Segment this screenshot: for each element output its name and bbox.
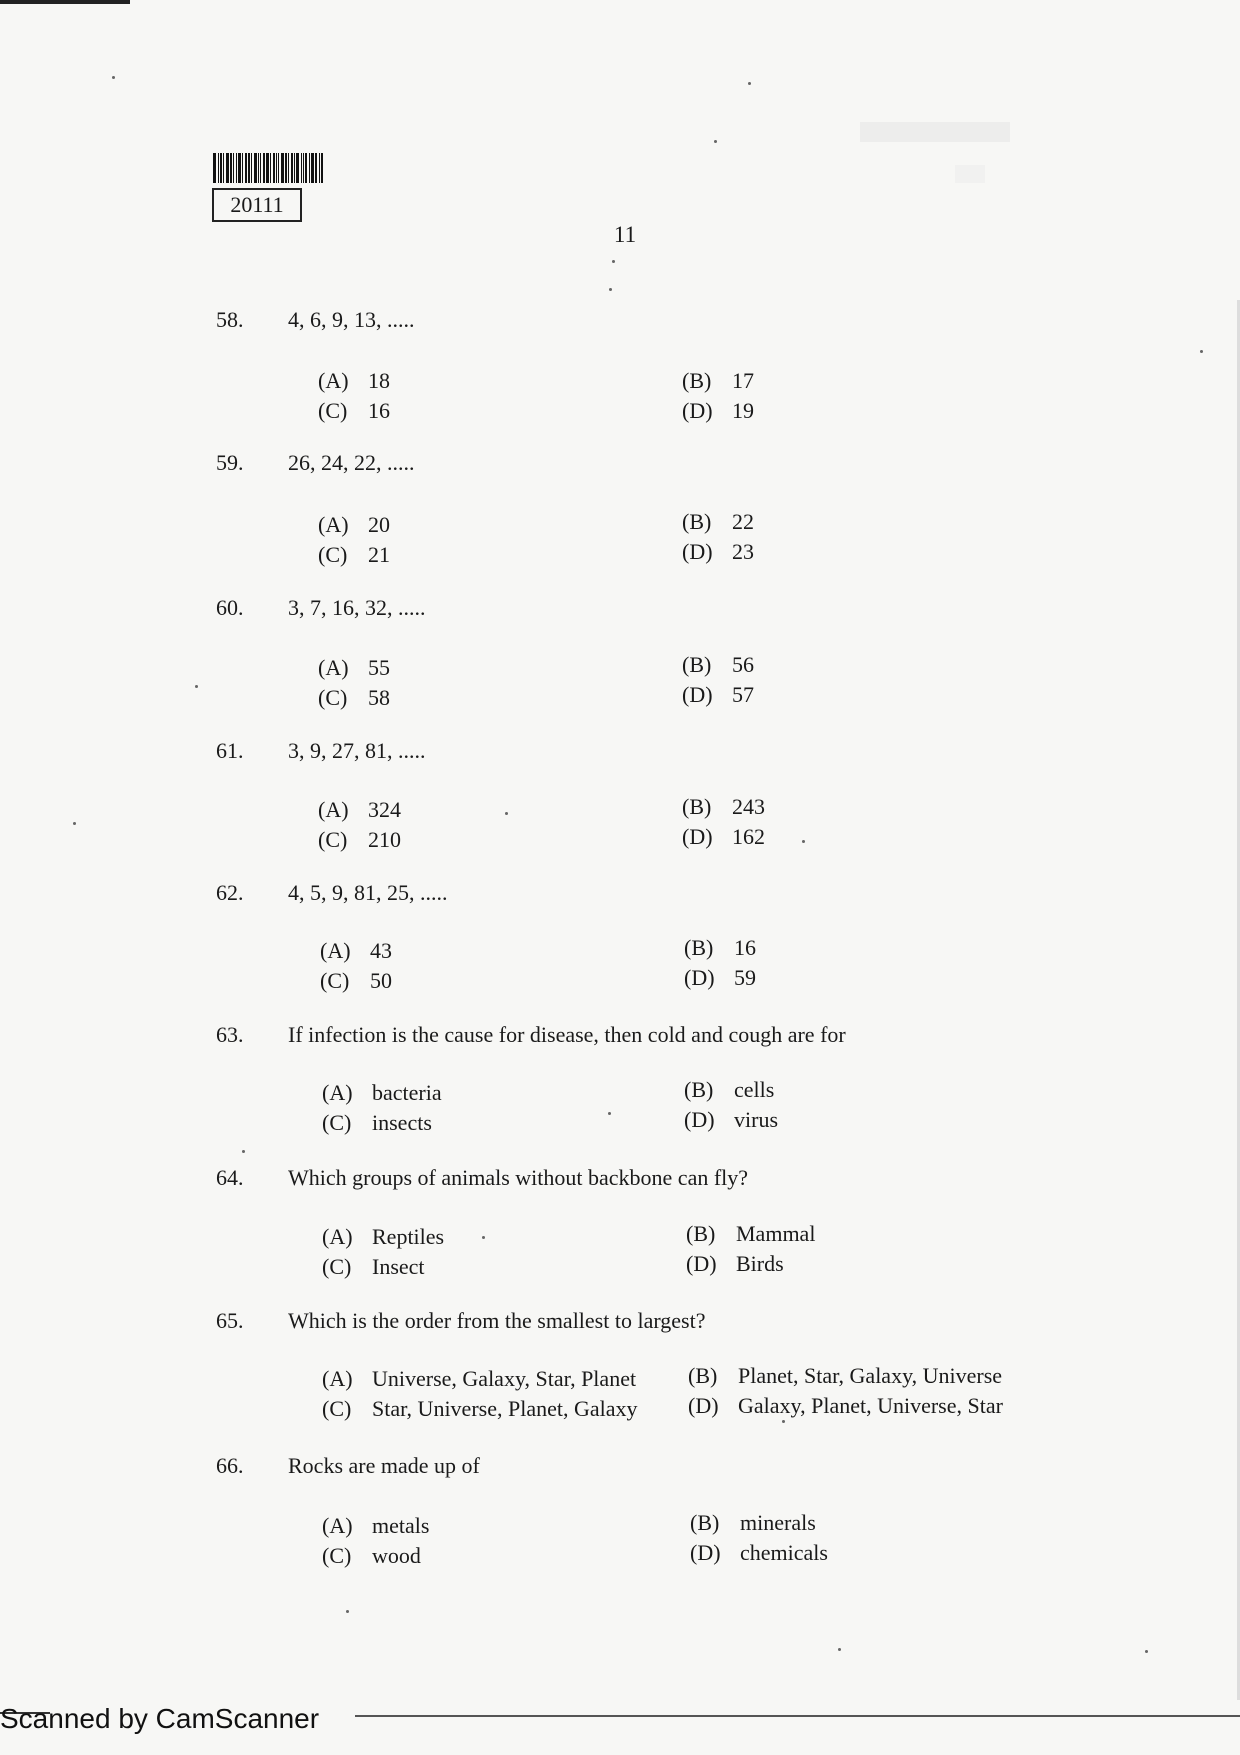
option-a [318,797,401,823]
scan-speck [242,1150,245,1153]
bottom-rule [355,1715,1240,1717]
option-label: (A) [318,512,349,537]
option-text: wood [372,1543,421,1568]
option-c [318,398,390,424]
question-text: Rocks are made up of [288,1453,480,1478]
barcode-bar [218,153,219,183]
barcode-bar [278,153,279,183]
barcode-bar [233,153,234,183]
option-label: (D) [686,1251,717,1276]
option-label: (B) [688,1363,718,1388]
barcode-bar [263,153,265,183]
option-d [686,1251,784,1277]
bleed-through-mark [860,122,1010,142]
option-text: 50 [370,968,392,993]
scan-speck [346,1610,349,1613]
option-text: 43 [370,938,392,963]
option-label: (C) [322,1396,352,1421]
barcode-bar [251,153,252,183]
paper-code: 20111 [212,188,302,222]
option-text: 22 [732,509,754,534]
option-label: (D) [682,824,713,849]
option-a [322,1366,636,1392]
option-d [684,965,756,991]
option-text: 19 [732,398,754,423]
barcode-bar [288,153,289,183]
option-label: (B) [686,1221,716,1246]
option-c [322,1254,425,1280]
option-text: 324 [368,797,401,822]
option-text: 59 [734,965,756,990]
option-text: metals [372,1513,430,1538]
question-text: 4, 6, 9, 13, ..... [288,307,415,332]
option-label: (C) [318,542,348,567]
scan-speck [1145,1650,1148,1653]
barcode-bar [223,153,224,183]
option-a [320,938,392,964]
option-text: 16 [734,935,756,960]
barcode-bar [296,153,299,183]
scan-speck [748,82,751,85]
option-label: (C) [322,1543,352,1568]
option-label: (D) [682,539,713,564]
option-text: Reptiles [372,1224,445,1249]
option-d [684,1107,778,1133]
barcode-bar [281,153,284,183]
option-label: (D) [684,1107,715,1132]
barcode [213,153,369,183]
barcode-bar [248,153,250,183]
option-text: 162 [732,824,765,849]
option-label: (C) [318,685,348,710]
option-label: (A) [318,797,349,822]
question-number: 62. [216,880,244,905]
option-b [688,1363,1002,1389]
option-text: 58 [368,685,390,710]
barcode-bar [260,153,261,183]
barcode-bar [285,153,287,183]
option-a [318,512,390,538]
option-b [690,1510,816,1536]
option-c [322,1110,432,1136]
option-text: Mammal [736,1221,816,1246]
option-label: (A) [318,655,349,680]
option-c [318,685,390,711]
barcode-bar [309,153,310,183]
barcode-bar [270,153,271,183]
option-b [686,1221,815,1247]
option-c [320,968,392,994]
option-text: 243 [732,794,765,819]
question-number: 63. [216,1022,244,1047]
option-c [322,1396,638,1422]
question-text: Which is the order from the smallest to largest? [288,1308,706,1333]
option-d [682,398,754,424]
barcode-bar [236,153,237,183]
question-number: 64. [216,1165,244,1190]
option-label: (C) [318,827,348,852]
question-text: 4, 5, 9, 81, 25, ..... [288,880,448,905]
option-label: (A) [318,368,349,393]
option-label: (D) [688,1393,719,1418]
option-label: (B) [684,1077,714,1102]
barcode-bar [315,153,317,183]
option-text: insects [372,1110,432,1135]
barcode-bar [245,153,247,183]
scan-speck [612,260,615,263]
option-a [318,368,390,394]
option-text: bacteria [372,1080,442,1105]
option-text: 55 [368,655,390,680]
option-c [318,542,390,568]
option-label: (A) [322,1366,353,1391]
scan-speck [482,1236,485,1239]
option-text: Birds [736,1251,784,1276]
barcode-bar [258,153,259,183]
barcode-bar [230,153,232,183]
option-label: (B) [682,368,712,393]
question-text: 26, 24, 22, ..... [288,450,415,475]
option-label: (D) [682,682,713,707]
scan-speck [608,1112,611,1115]
option-text: 57 [732,682,754,707]
scan-speck [1200,350,1203,353]
scan-speck [802,840,805,843]
option-label: (D) [682,398,713,423]
barcode-bar [273,153,275,183]
question-number: 60. [216,595,244,620]
barcode-bar [238,153,241,183]
option-a [318,655,390,681]
option-d [682,824,765,850]
scan-edge-top [0,0,130,4]
option-text: 16 [368,398,390,423]
option-d [690,1540,828,1566]
option-text: Galaxy, Planet, Universe, Star [738,1393,1003,1418]
option-text: minerals [740,1510,816,1535]
option-a [322,1513,429,1539]
barcode-bar [276,153,277,183]
barcode-bar [226,153,229,183]
option-label: (B) [684,935,714,960]
option-text: Universe, Galaxy, Star, Planet [372,1366,637,1391]
option-text: virus [734,1107,778,1132]
bleed-through-mark [955,165,985,183]
option-b [682,652,754,678]
option-label: (A) [320,938,351,963]
option-c [322,1543,421,1569]
barcode-bar [254,153,257,183]
question-number: 66. [216,1453,244,1478]
question-number: 65. [216,1308,244,1333]
question-number: 59. [216,450,244,475]
option-label: (C) [320,968,350,993]
option-b [682,794,765,820]
option-label: (C) [322,1254,352,1279]
option-label: (B) [682,794,712,819]
option-label: (A) [322,1080,353,1105]
option-label: (B) [682,509,712,534]
barcode-bar [294,153,295,183]
option-label: (C) [318,398,348,423]
barcode-bar [242,153,243,183]
barcode-bar [213,153,216,183]
question-text: Which groups of animals without backbone can fly? [288,1165,749,1190]
option-b [682,509,754,535]
option-text: 210 [368,827,401,852]
option-a [322,1080,442,1106]
question-number: 58. [216,307,244,332]
question-text: If infection is the cause for disease, then cold and cough are for [288,1022,846,1047]
option-b [684,1077,774,1103]
option-d [688,1393,1003,1419]
option-text: cells [734,1077,775,1102]
barcode-bar [301,153,302,183]
scan-speck [112,76,115,79]
option-text: Planet, Star, Galaxy, Universe [738,1363,1003,1388]
barcode-bar [220,153,222,183]
option-label: (B) [690,1510,720,1535]
option-text: chemicals [740,1540,828,1565]
scan-speck [609,288,612,291]
option-a [322,1224,444,1250]
scan-speck [782,1420,785,1423]
question-number: 61. [216,738,244,763]
option-label: (D) [684,965,715,990]
option-text: 23 [732,539,754,564]
barcode-bar [311,153,314,183]
scan-speck [195,685,198,688]
option-d [682,682,754,708]
barcode-bar [266,153,269,183]
scan-speck [73,822,76,825]
barcode-bar [319,153,320,183]
option-b [684,935,756,961]
option-text: Insect [372,1254,425,1279]
option-text: 18 [368,368,390,393]
option-label: (A) [322,1224,353,1249]
option-label: (D) [690,1540,721,1565]
barcode-bar [303,153,304,183]
question-text: 3, 7, 16, 32, ..... [288,595,426,620]
option-text: 20 [368,512,390,537]
option-text: 17 [732,368,754,393]
barcode-bar [291,153,293,183]
option-label: (A) [322,1513,353,1538]
scanner-watermark: Scanned by CamScanner [0,1703,320,1734]
question-text: 3, 9, 27, 81, ..... [288,738,426,763]
option-text: Star, Universe, Planet, Galaxy [372,1396,638,1421]
option-d [682,539,754,565]
option-label: (B) [682,652,712,677]
option-c [318,827,401,853]
scan-speck [838,1648,841,1651]
option-label: (C) [322,1110,352,1135]
option-b [682,368,754,394]
scan-speck [505,812,508,815]
barcode-bar [321,153,323,183]
barcode-bar [305,153,307,183]
page-number: 11 [613,222,637,247]
scan-speck [714,140,717,143]
option-text: 56 [732,652,754,677]
option-text: 21 [368,542,390,567]
